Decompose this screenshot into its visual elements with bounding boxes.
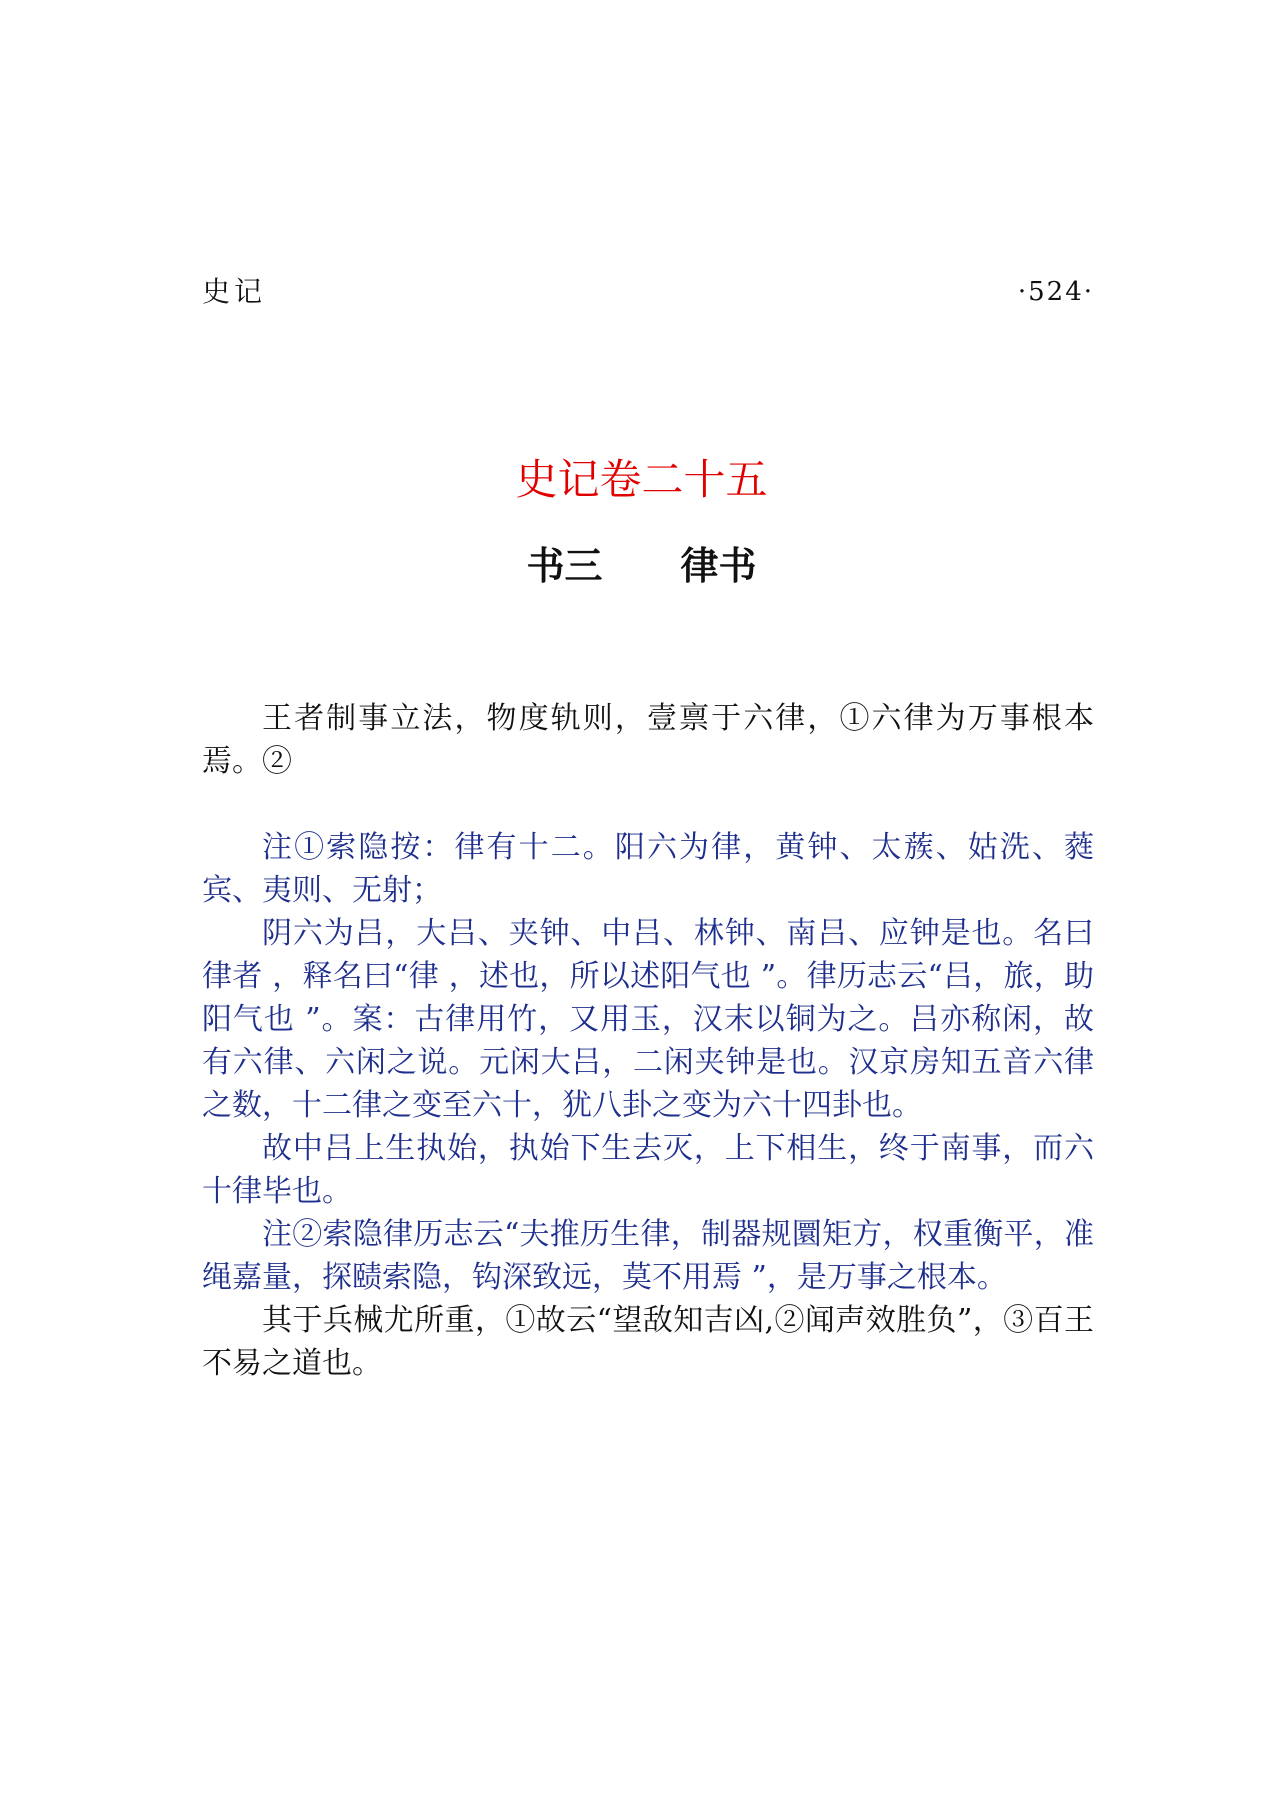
annotation-paragraph: 注①索隐按：律有十二。阳六为律，黄钟、太蔟、姑洗、蕤宾、夷则、无射； [202,830,1094,908]
annotation-paragraph: 阴六为吕，大吕、夹钟、中吕、林钟、南吕、应钟是也。名曰律者 ，释名曰“律 ，述也，所以述阳气也 ”。律历志云“吕，旅，助阳气也 ”。案：古律用竹，又用玉，汉末以铜为之。吕亦称闲，故有六律、六闲之说。元闲大吕，二闲夹钟是也。汉京房知五音六律之数，十二律之变至六十，犹八卦之变为六十四卦也。 [202,916,1094,1123]
running-title: 史记 [202,275,267,308]
annotation-paragraph: 故中吕上生执始，执始下生去灭，上下相生，终于南事，而六十律毕也。 [202,1131,1094,1209]
main-text-paragraph: 其于兵械尤所重，①故云“望敌知吉凶,②闻声效胜负”，③百王不易之道也。 [202,1303,1094,1381]
volume-title: 史记卷二十五 [515,455,768,504]
page-number: ·524· [1017,277,1094,307]
main-text-paragraph: 王者制事立法，物度轨则，壹禀于六律，①六律为万事根本焉。② [202,701,1094,779]
annotation-paragraph: 注②索隐律历志云“夫推历生律，制器规圜矩方，权重衡平，准绳嘉量，探赜索隐，钩深致远，莫不用焉 ”，是万事之根本。 [202,1217,1094,1295]
chapter-name: 律书 [680,544,757,588]
running-header [202,272,1094,312]
chapter-title [0,540,1283,592]
body-text [202,697,1094,1385]
chapter-number: 书三 [526,544,603,588]
